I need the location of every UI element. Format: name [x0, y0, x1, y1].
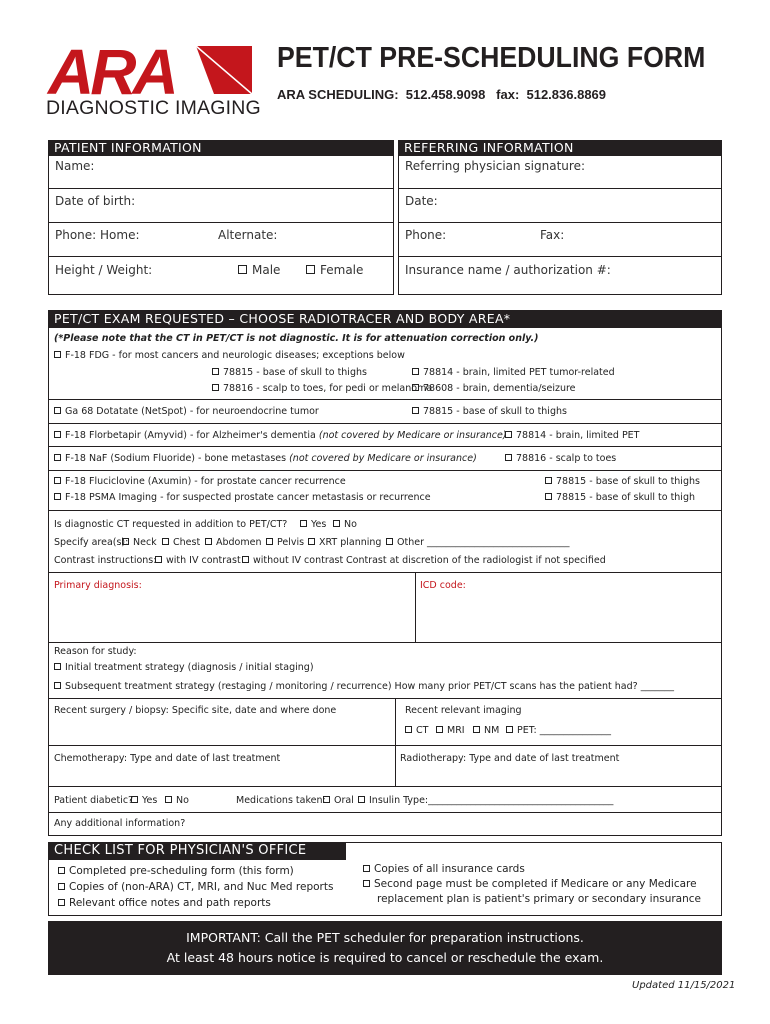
- checkbox-icon: [386, 538, 393, 545]
- checkbox-icon: [54, 477, 61, 484]
- ara-logo-mark: [46, 42, 256, 100]
- checkbox-icon: [308, 538, 315, 545]
- checkbox-icon: [58, 899, 65, 906]
- checkbox-icon: [54, 431, 61, 438]
- checkbox-icon: [412, 384, 419, 391]
- without-iv-contrast-checkbox[interactable]: without IV contrast: [242, 555, 343, 566]
- checkbox-icon: [545, 477, 552, 484]
- checkbox-icon: [155, 556, 162, 563]
- checkbox-icon: [473, 726, 480, 733]
- initial-treatment-checkbox[interactable]: Initial treatment strategy (diagnosis / initial staging): [54, 662, 314, 673]
- insulin-checkbox[interactable]: Insulin Type:_______________________________________: [358, 795, 613, 806]
- contrast-discretion-note: Contrast at discretion of the radiologist if not specified: [346, 555, 606, 566]
- checklist-item-second-page[interactable]: Second page must be completed if Medicare or any Medicare: [363, 878, 697, 890]
- diagnostic-ct-question: Is diagnostic CT requested in addition to PET/CT?: [54, 519, 288, 530]
- male-checkbox[interactable]: Male: [238, 263, 280, 277]
- fdg-78608-checkbox[interactable]: 78608 - brain, dementia/seizure: [412, 383, 576, 394]
- imaging-nm-checkbox[interactable]: NM: [473, 725, 499, 736]
- important-line-2: At least 48 hours notice is required to cancel or reschedule the exam.: [166, 950, 604, 965]
- axumin-checkbox[interactable]: F-18 Fluciclovine (Axumin) - for prostate cancer recurrence: [54, 476, 346, 487]
- psma-checkbox[interactable]: F-18 PSMA Imaging - for suspected prostate cancer metastasis or recurrence: [54, 492, 431, 503]
- checkbox-icon: [363, 865, 370, 872]
- psma-78815-checkbox[interactable]: 78815 - base of skull to thigh: [545, 492, 695, 503]
- recent-imaging-label: Recent relevant imaging: [405, 705, 522, 716]
- icd-code-field[interactable]: ICD code:: [420, 580, 466, 591]
- naf-78816-checkbox[interactable]: 78816 - scalp to toes: [505, 453, 616, 464]
- checklist-item-insurance[interactable]: Copies of all insurance cards: [363, 863, 525, 875]
- checkbox-icon: [165, 796, 172, 803]
- checklist-item-reports[interactable]: Copies of (non-ARA) CT, MRI, and Nuc Med reports: [58, 881, 333, 893]
- with-iv-contrast-checkbox[interactable]: with IV contrast: [155, 555, 241, 566]
- florbetapir-78814-checkbox[interactable]: 78814 - brain, limited PET: [505, 430, 639, 441]
- checkbox-icon: [58, 867, 65, 874]
- reason-for-study-label: Reason for study:: [54, 646, 137, 657]
- diabetic-no-checkbox[interactable]: No: [165, 795, 189, 806]
- checkbox-icon: [436, 726, 443, 733]
- other-area-checkbox[interactable]: Other ______________________________: [386, 537, 570, 548]
- exam-requested-header: PET/CT EXAM REQUESTED – CHOOSE RADIOTRACER AND BODY AREA*: [48, 310, 722, 328]
- alternate-phone-field[interactable]: Alternate:: [218, 228, 278, 242]
- referring-fax-field[interactable]: Fax:: [540, 228, 565, 242]
- contrast-instructions-label: Contrast instructions:: [54, 555, 157, 566]
- checkbox-icon: [405, 726, 412, 733]
- imaging-mri-checkbox[interactable]: MRI: [436, 725, 465, 736]
- logo-subtitle: DIAGNOSTIC IMAGING: [46, 97, 261, 119]
- dob-field[interactable]: Date of birth:: [55, 194, 136, 208]
- neck-checkbox[interactable]: Neck: [122, 537, 157, 548]
- chest-checkbox[interactable]: Chest: [162, 537, 200, 548]
- xrt-planning-checkbox[interactable]: XRT planning: [308, 537, 381, 548]
- checkbox-icon: [412, 368, 419, 375]
- checkbox-icon: [122, 538, 129, 545]
- checkbox-icon: [238, 265, 247, 274]
- checkbox-icon: [212, 384, 219, 391]
- checkbox-icon: [131, 796, 138, 803]
- patient-info-header: PATIENT INFORMATION: [48, 140, 394, 156]
- referring-date-field[interactable]: Date:: [405, 194, 438, 208]
- florbetapir-checkbox[interactable]: F-18 Florbetapir (Amyvid) - for Alzheimer's dementia (not covered by Medicare or insurance): [54, 430, 507, 441]
- fdg-checkbox[interactable]: F-18 FDG - for most cancers and neurologic diseases; exceptions below: [54, 350, 405, 361]
- insurance-field[interactable]: Insurance name / authorization #:: [405, 263, 611, 277]
- checkbox-icon: [266, 538, 273, 545]
- form-title: PET/CT PRE-SCHEDULING FORM: [277, 42, 706, 74]
- checkbox-icon: [358, 796, 365, 803]
- ga68-78815-checkbox[interactable]: 78815 - base of skull to thighs: [412, 406, 567, 417]
- checkbox-icon: [54, 663, 61, 670]
- checkbox-icon: [212, 368, 219, 375]
- chemotherapy-field[interactable]: Chemotherapy: Type and date of last treatment: [54, 753, 281, 764]
- checkbox-icon: [162, 538, 169, 545]
- checkbox-icon: [205, 538, 212, 545]
- fdg-78815-checkbox[interactable]: 78815 - base of skull to thighs: [212, 367, 367, 378]
- svg-text:ARA: ARA: [48, 42, 175, 100]
- height-weight-field[interactable]: Height / Weight:: [55, 263, 153, 277]
- diabetic-label: Patient diabetic?: [54, 795, 134, 806]
- referring-info-header: REFERRING INFORMATION: [398, 140, 722, 156]
- checkbox-icon: [333, 520, 340, 527]
- pelvis-checkbox[interactable]: Pelvis: [266, 537, 304, 548]
- checklist-item-form[interactable]: Completed pre-scheduling form (this form): [58, 865, 294, 877]
- checkbox-icon: [242, 556, 249, 563]
- diagnostic-ct-yes-checkbox[interactable]: Yes: [300, 519, 326, 530]
- checklist-item-second-page-cont: replacement plan is patient's primary or secondary insurance: [377, 893, 701, 905]
- abdomen-checkbox[interactable]: Abdomen: [205, 537, 262, 548]
- axumin-78815-checkbox[interactable]: 78815 - base of skull to thighs: [545, 476, 700, 487]
- checkbox-icon: [300, 520, 307, 527]
- updated-date: Updated 11/15/2021: [632, 980, 736, 991]
- home-phone-field[interactable]: Phone: Home:: [55, 228, 140, 242]
- medications-label: Medications taken:: [236, 795, 326, 806]
- recent-surgery-field[interactable]: Recent surgery / biopsy: Specific site, date and where done: [54, 705, 337, 716]
- naf-checkbox[interactable]: F-18 NaF (Sodium Fluoride) - bone metastases (not covered by Medicare or insurance): [54, 453, 477, 464]
- important-banner: [48, 921, 722, 975]
- oral-medication-checkbox[interactable]: Oral: [323, 795, 354, 806]
- female-checkbox[interactable]: Female: [306, 263, 363, 277]
- checkbox-icon: [505, 431, 512, 438]
- checkbox-icon: [505, 454, 512, 461]
- scheduling-contact: ARA SCHEDULING: 512.458.9098 fax: 512.836.8869: [277, 87, 607, 102]
- checkbox-icon: [545, 493, 552, 500]
- diabetic-yes-checkbox[interactable]: Yes: [131, 795, 157, 806]
- checklist-item-notes[interactable]: Relevant office notes and path reports: [58, 897, 271, 909]
- checkbox-icon: [54, 682, 61, 689]
- checkbox-icon: [323, 796, 330, 803]
- checkbox-icon: [363, 880, 370, 887]
- subsequent-treatment-checkbox[interactable]: Subsequent treatment strategy (restaging / monitoring / recurrence) How many prior PET/CT scans has the patient had? _______: [54, 681, 674, 692]
- checkbox-icon: [54, 407, 61, 414]
- checkbox-icon: [58, 883, 65, 890]
- physician-signature-field[interactable]: Referring physician signature:: [405, 159, 585, 173]
- referring-phone-field[interactable]: Phone:: [405, 228, 447, 242]
- diagnostic-ct-no-checkbox[interactable]: No: [333, 519, 357, 530]
- name-field[interactable]: Name:: [55, 159, 95, 173]
- checkbox-icon: [54, 454, 61, 461]
- primary-diagnosis-field[interactable]: Primary diagnosis:: [54, 580, 142, 591]
- checkbox-icon: [54, 493, 61, 500]
- ct-note: (*Please note that the CT in PET/CT is not diagnostic. It is for attenuation correction only.): [54, 333, 539, 344]
- imaging-pet-checkbox[interactable]: PET: _______________: [506, 725, 611, 736]
- ga68-checkbox[interactable]: Ga 68 Dotatate (NetSpot) - for neuroendocrine tumor: [54, 406, 319, 417]
- checkbox-icon: [412, 407, 419, 414]
- checklist-header: CHECK LIST FOR PHYSICIAN'S OFFICE: [48, 842, 346, 860]
- radiotherapy-field[interactable]: Radiotherapy: Type and date of last treatment: [400, 753, 620, 764]
- additional-info-field[interactable]: Any additional information?: [54, 818, 186, 829]
- checkbox-icon: [506, 726, 513, 733]
- ara-logo: [46, 42, 261, 122]
- specify-areas-label: Specify area(s):: [54, 537, 129, 548]
- checkbox-icon: [306, 265, 315, 274]
- imaging-ct-checkbox[interactable]: CT: [405, 725, 428, 736]
- fdg-78814-checkbox[interactable]: 78814 - brain, limited PET tumor-related: [412, 367, 615, 378]
- fdg-78816-checkbox[interactable]: 78816 - scalp to toes, for pedi or melanoma: [212, 383, 432, 394]
- important-line-1: IMPORTANT: Call the PET scheduler for preparation instructions.: [186, 930, 584, 945]
- checkbox-icon: [54, 351, 61, 358]
